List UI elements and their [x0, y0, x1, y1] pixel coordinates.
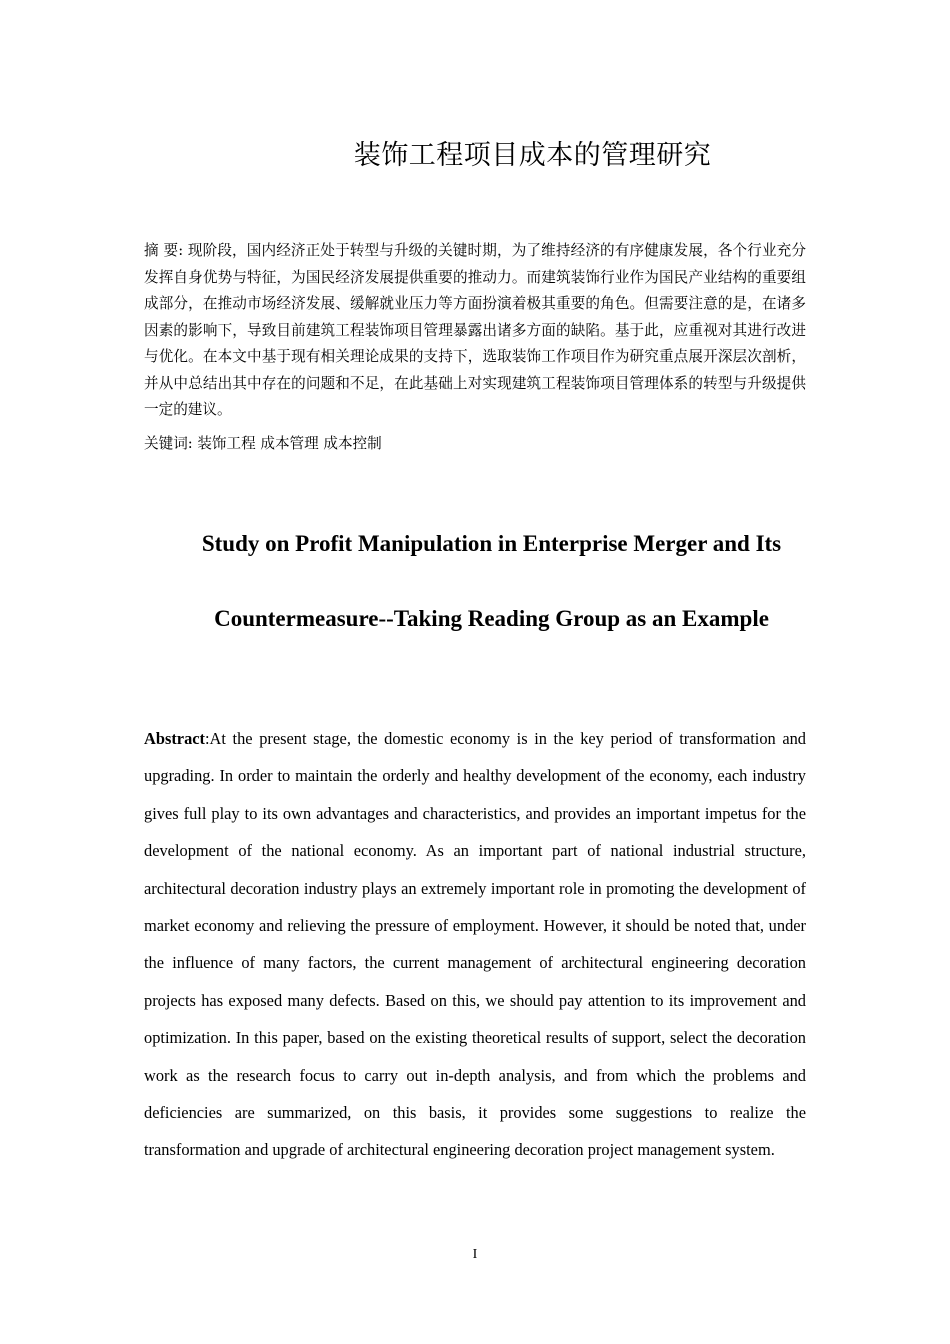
chinese-abstract-text: 现阶段，国内经济正处于转型与升级的关键时期，为了维持经济的有序健康发展，各个行业充分发挥自身优势与特征，为国民经济发展提供重要的推动力。而建筑装饰行业作为国民产业结构的重要组成部分，在推动市场经济发展、缓解就业压力等方面扮演着极其重要的角色。但需要注意的是，在诸多因素的影响下，导致目前建筑工程装饰项目管理暴露出诸多方面的缺陷。基于此，应重视对其进行改进与优化。在本文中基于现有相关理论成果的支持下，选取装饰工作项目作为研究重点展开深层次剖析，并从中总结出其中存在的问题和不足，在此基础上对实现建筑工程装饰项目管理体系的转型与升级提供一定的建议。	[144, 242, 806, 418]
english-abstract	[144, 720, 806, 1169]
chinese-keywords-label: 关键词:	[144, 435, 193, 452]
chinese-abstract	[144, 238, 806, 424]
english-abstract-text: :At the present stage, the domestic economy is in the key period of transformation and upgrading. In order to maintain the orderly and healthy development of the economy, each industry gives full play to its own advantages and characteristics, and provides an important impetus for the development of the national economy. As an important part of national industrial structure, architectural decoration industry plays an extremely important role in promoting the development of market economy and relieving the pressure of employment. However, it should be noted that, under the influence of many factors, the current management of architectural engineering decoration projects has exposed many defects. Based on this, we should pay attention to its improvement and optimization. In this paper, based on the existing theoretical results of support, select the decoration work as the research focus to carry out in-depth analysis, and from which the problems and deficiencies are summarized, on this basis, it provides some suggestions to realize the transformation and upgrade of architectural engineering decoration project management system.	[144, 729, 806, 1160]
english-title-line-2: Countermeasure--Taking Reading Group as an Example	[214, 606, 769, 631]
english-title-line-1: Study on Profit Manipulation in Enterprise Merger and Its	[201, 531, 782, 556]
chinese-abstract-label: 摘 要:	[144, 242, 184, 259]
page-number: I	[472, 1247, 478, 1262]
chinese-keywords	[144, 431, 806, 457]
english-abstract-label: Abstract	[144, 729, 205, 748]
chinese-keywords-text: 装饰工程 成本管理 成本控制	[192, 435, 382, 452]
chinese-title: 装饰工程项目成本的管理研究	[353, 140, 712, 171]
